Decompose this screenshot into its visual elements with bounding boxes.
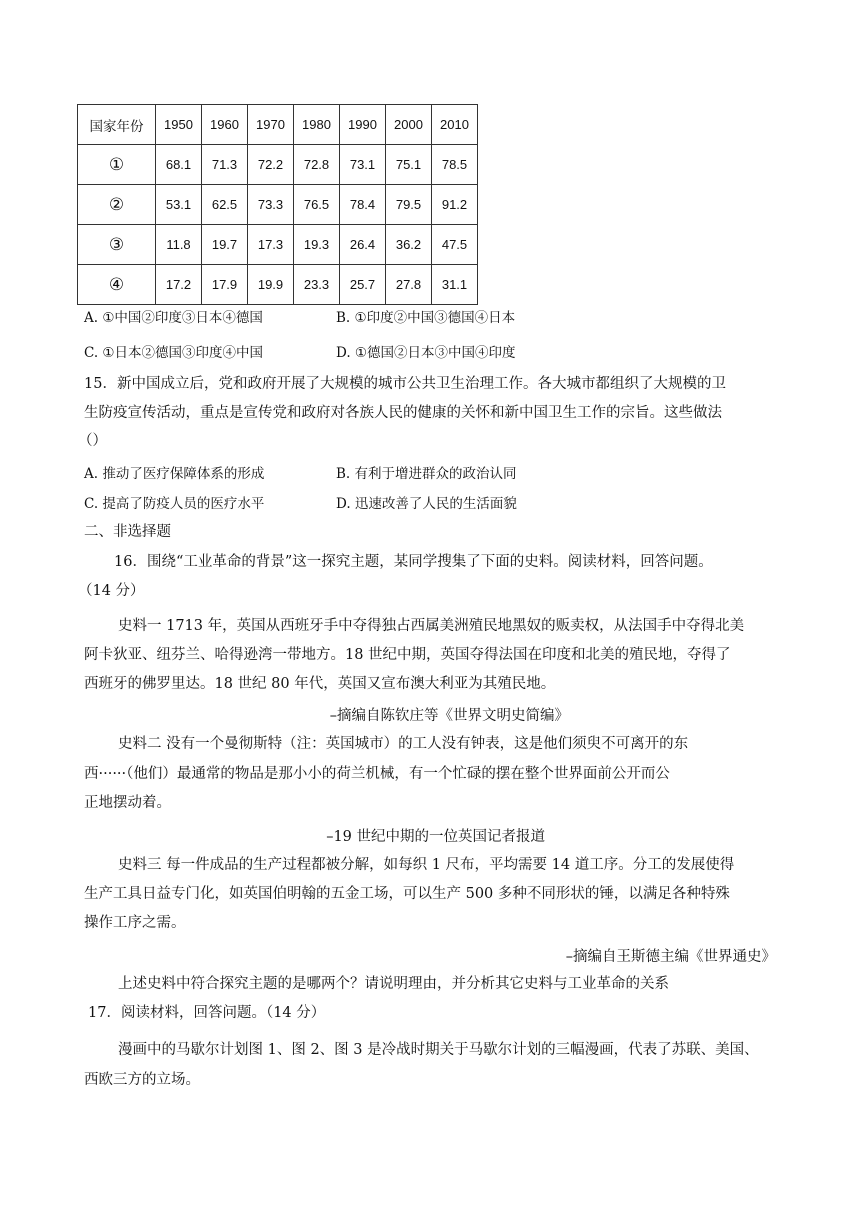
material-1-line-1: 史料一 1713 年，英国从西班牙手中夺得独占西属美洲殖民地黑奴的贩卖权，从法国手中夺得北美 bbox=[118, 618, 745, 634]
row-label: ① bbox=[78, 145, 156, 185]
header-cell: 2010 bbox=[432, 105, 478, 145]
data-table bbox=[77, 104, 478, 305]
table-row bbox=[78, 265, 478, 305]
header-cell: 1960 bbox=[202, 105, 248, 145]
row-label: ④ bbox=[78, 265, 156, 305]
table-row bbox=[78, 185, 478, 225]
table-cell: 17.2 bbox=[156, 265, 202, 305]
q14-option-b: B. ①印度②中国③德国④日本 bbox=[336, 310, 516, 326]
q16-stem-line-2: （14 分） bbox=[78, 583, 145, 599]
table-cell: 19.3 bbox=[294, 225, 340, 265]
material-1-source: –摘编自陈钦庄等《世界文明史简编》 bbox=[329, 708, 569, 724]
table-cell: 76.5 bbox=[294, 185, 340, 225]
material-3-source: –摘编自王斯德主编《世界通史》 bbox=[565, 949, 776, 965]
table-cell: 73.3 bbox=[248, 185, 294, 225]
header-cell: 1990 bbox=[340, 105, 386, 145]
table-cell: 25.7 bbox=[340, 265, 386, 305]
table-row bbox=[78, 225, 478, 265]
material-3-line-1: 史料三 每一件成品的生产过程都被分解，如每织 1 尺布，平均需要 14 道工序。分工的发展使得 bbox=[118, 857, 735, 873]
table-cell: 27.8 bbox=[386, 265, 432, 305]
material-2-line-2: 西······（他们）最通常的物品是那小小的荷兰机械，有一个忙碌的摆在整个世界面前公开而公 bbox=[84, 766, 670, 782]
q15-option-a: A. 推动了医疗保障体系的形成 bbox=[84, 466, 265, 482]
q15-option-b: B. 有利于增进群众的政治认同 bbox=[336, 466, 517, 482]
header-cell: 1970 bbox=[248, 105, 294, 145]
table-cell: 47.5 bbox=[432, 225, 478, 265]
header-cell: 1950 bbox=[156, 105, 202, 145]
header-cell: 1980 bbox=[294, 105, 340, 145]
q15-option-d: D. 迅速改善了人民的生活面貌 bbox=[336, 496, 517, 512]
material-3-line-2: 生产工具日益专门化，如英国伯明翰的五金工场，可以生产 500 多种不同形状的锤，以满足各种特殊 bbox=[84, 886, 730, 902]
table-cell: 17.3 bbox=[248, 225, 294, 265]
q15-stem-line-2: 生防疫宣传活动，重点是宣传党和政府对各族人民的健康的关怀和新中国卫生工作的宗旨。这些做法 bbox=[84, 405, 722, 421]
table-cell: 72.2 bbox=[248, 145, 294, 185]
table-cell: 75.1 bbox=[386, 145, 432, 185]
q17-stem: 17．阅读材料，回答问题。（14 分） bbox=[88, 1005, 326, 1021]
table-cell: 31.1 bbox=[432, 265, 478, 305]
row-label: ② bbox=[78, 185, 156, 225]
table-cell: 26.4 bbox=[340, 225, 386, 265]
table-cell: 19.9 bbox=[248, 265, 294, 305]
header-cell: 国家年份 bbox=[78, 105, 156, 145]
header-cell: 2000 bbox=[386, 105, 432, 145]
table-cell: 19.7 bbox=[202, 225, 248, 265]
material-1-line-2: 阿卡狄亚、纽芬兰、哈得逊湾一带地方。18 世纪中期，英国夺得法国在印度和北美的殖民地，夺得了 bbox=[84, 647, 731, 663]
table-cell: 23.3 bbox=[294, 265, 340, 305]
material-2-line-3: 正地摆动着。 bbox=[84, 795, 171, 811]
q15-option-c: C. 提高了防疫人员的医疗水平 bbox=[84, 496, 265, 512]
table-cell: 36.2 bbox=[386, 225, 432, 265]
material-1-line-3: 西班牙的佛罗里达。18 世纪 80 年代，英国又宣布澳大利亚为其殖民地。 bbox=[84, 676, 556, 692]
table-cell: 91.2 bbox=[432, 185, 478, 225]
q17-paragraph-line-1: 漫画中的马歇尔计划图 1、图 2、图 3 是冷战时期关于马歇尔计划的三幅漫画，代表了苏联、美国、 bbox=[118, 1042, 759, 1058]
material-2-line-1: 史料二 没有一个曼彻斯特（注：英国城市）的工人没有钟表，这是他们须臾不可离开的东 bbox=[118, 736, 689, 752]
q15-stem-line-1: 15．新中国成立后，党和政府开展了大规模的城市公共卫生治理工作。各大城市都组织了大规模的卫 bbox=[84, 376, 726, 392]
table-cell: 62.5 bbox=[202, 185, 248, 225]
table-cell: 68.1 bbox=[156, 145, 202, 185]
table-row bbox=[78, 145, 478, 185]
table-cell: 71.3 bbox=[202, 145, 248, 185]
q14-option-a: A. ①中国②印度③日本④德国 bbox=[84, 310, 263, 326]
row-label: ③ bbox=[78, 225, 156, 265]
table-cell: 78.5 bbox=[432, 145, 478, 185]
table-cell: 53.1 bbox=[156, 185, 202, 225]
table-cell: 72.8 bbox=[294, 145, 340, 185]
q15-stem-line-3: （） bbox=[78, 433, 107, 449]
table-cell: 11.8 bbox=[156, 225, 202, 265]
section-heading: 二、非选择题 bbox=[84, 524, 171, 540]
table-cell: 79.5 bbox=[386, 185, 432, 225]
table-cell: 17.9 bbox=[202, 265, 248, 305]
table-cell: 78.4 bbox=[340, 185, 386, 225]
table-cell: 73.1 bbox=[340, 145, 386, 185]
q14-option-d: D. ①德国②日本③中国④印度 bbox=[336, 345, 516, 361]
q16-stem-line-1: 16．围绕“工业革命的背景”这一探究主题，某同学搜集了下面的史料。阅读材料，回答问题。 bbox=[114, 554, 713, 570]
q16-question: 上述史料中符合探究主题的是哪两个？请说明理由，并分析其它史料与工业革命的关系 bbox=[118, 976, 669, 992]
material-2-source: –19 世纪中期的一位英国记者报道 bbox=[326, 829, 545, 845]
material-3-line-3: 操作工序之需。 bbox=[84, 915, 186, 931]
q17-paragraph-line-2: 西欧三方的立场。 bbox=[84, 1072, 200, 1088]
table-header-row bbox=[78, 105, 478, 145]
q14-option-c: C. ①日本②德国③印度④中国 bbox=[84, 345, 264, 361]
